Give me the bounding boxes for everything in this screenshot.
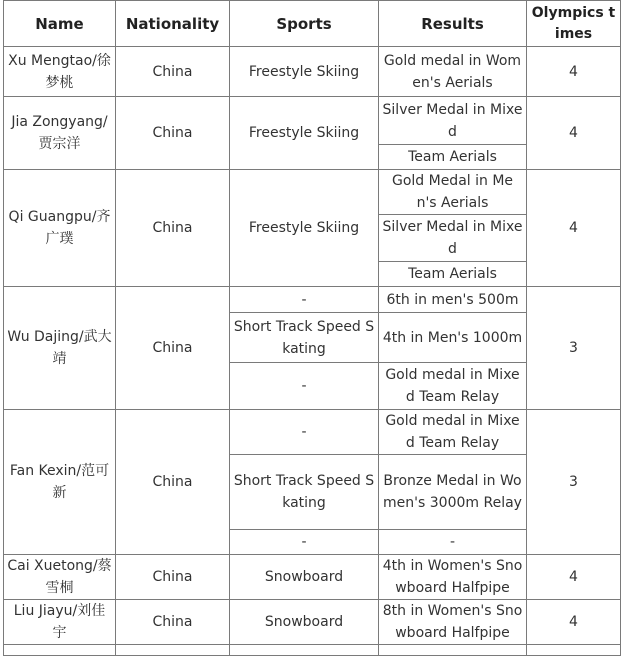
athlete-sport: - [230, 287, 379, 313]
athlete-sport: Snowboard [230, 600, 379, 645]
table-cell-empty [379, 645, 527, 656]
athlete-result: 6th in men's 500m [379, 287, 527, 313]
table-cell-empty [230, 645, 379, 656]
header-row [4, 1, 621, 47]
table-row-partial [4, 645, 621, 656]
athlete-name: Fan Kexin/范可新 [4, 410, 116, 555]
athlete-sport: Freestyle Skiing [230, 170, 379, 287]
table-row [4, 97, 621, 145]
table-row [4, 410, 621, 455]
athlete-result: Silver Medal in Mixed [379, 215, 527, 262]
athlete-nationality: China [116, 97, 230, 170]
athlete-name: Cai Xuetong/蔡雪桐 [4, 555, 116, 600]
athlete-result: 4th in Men's 1000m [379, 313, 527, 363]
athlete-result: - [379, 530, 527, 555]
athlete-olympics-times: 4 [527, 47, 621, 97]
athlete-result: Gold medal in Women's Aerials [379, 47, 527, 97]
athlete-name: Liu Jiayu/刘佳宇 [4, 600, 116, 645]
table-row [4, 555, 621, 600]
athlete-olympics-times: 3 [527, 410, 621, 555]
athlete-result: 4th in Women's Snowboard Halfpipe [379, 555, 527, 600]
athlete-sport: Freestyle Skiing [230, 47, 379, 97]
athlete-name: Jia Zongyang/贾宗洋 [4, 97, 116, 170]
table-cell-empty [527, 645, 621, 656]
table-row [4, 287, 621, 313]
athlete-olympics-times: 4 [527, 170, 621, 287]
athlete-result: Gold medal in Mixed Team Relay [379, 363, 527, 410]
athlete-result: Gold medal in Mixed Team Relay [379, 410, 527, 455]
athlete-olympics-times: 4 [527, 97, 621, 170]
athlete-result: Team Aerials [379, 145, 527, 170]
athlete-result: Team Aerials [379, 262, 527, 287]
athlete-nationality: China [116, 47, 230, 97]
header-results: Results [379, 1, 527, 47]
athlete-olympics-times: 3 [527, 287, 621, 410]
athlete-nationality: China [116, 410, 230, 555]
table-row [4, 47, 621, 97]
table-row [4, 600, 621, 645]
athlete-sport: - [230, 410, 379, 455]
athlete-result: Gold Medal in Men's Aerials [379, 170, 527, 215]
header-name: Name [4, 1, 116, 47]
athlete-name: Qi Guangpu/齐广璞 [4, 170, 116, 287]
athlete-nationality: China [116, 600, 230, 645]
header-nationality: Nationality [116, 1, 230, 47]
athlete-result: Bronze Medal in Women's 3000m Relay [379, 455, 527, 530]
athlete-result: Silver Medal in Mixed [379, 97, 527, 145]
athlete-olympics-times: 4 [527, 555, 621, 600]
athlete-nationality: China [116, 555, 230, 600]
athlete-sport: - [230, 530, 379, 555]
athletes-table [3, 0, 621, 656]
athlete-name: Xu Mengtao/徐梦桃 [4, 47, 116, 97]
header-olympics-times: Olympics times [527, 1, 621, 47]
athlete-result: 8th in Women's Snowboard Halfpipe [379, 600, 527, 645]
athlete-sport: Freestyle Skiing [230, 97, 379, 170]
athlete-sport: Short Track Speed Skating [230, 313, 379, 363]
athlete-nationality: China [116, 170, 230, 287]
athlete-nationality: China [116, 287, 230, 410]
header-sports: Sports [230, 1, 379, 47]
table-cell-empty [4, 645, 116, 656]
table-row [4, 170, 621, 215]
athlete-name: Wu Dajing/武大靖 [4, 287, 116, 410]
athlete-sport: - [230, 363, 379, 410]
athlete-sport: Short Track Speed Skating [230, 455, 379, 530]
table-cell-empty [116, 645, 230, 656]
athlete-olympics-times: 4 [527, 600, 621, 645]
athlete-sport: Snowboard [230, 555, 379, 600]
